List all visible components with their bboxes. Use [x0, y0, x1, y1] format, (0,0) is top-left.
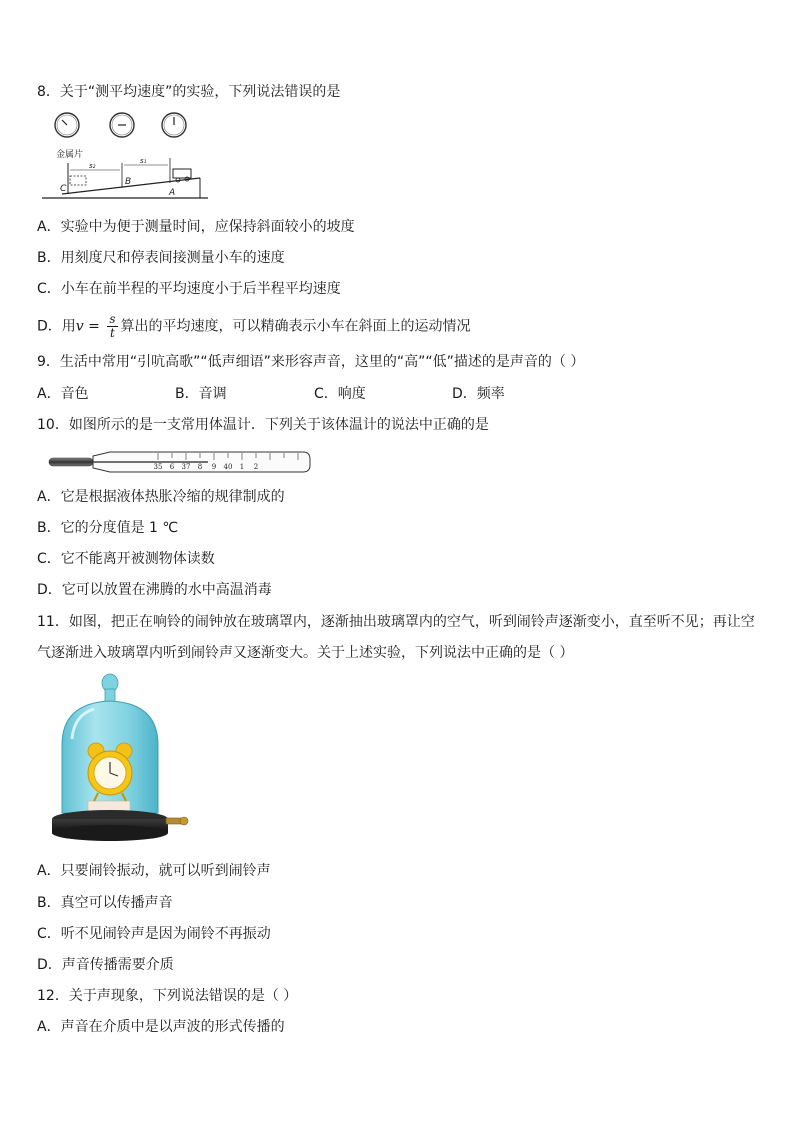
point-a-label: A [169, 188, 176, 198]
q8-option-b: B．用刻度尺和停表间接测量小车的速度 [37, 250, 285, 266]
point-b-label: B [125, 177, 132, 187]
clinical-thermometer-figure [48, 448, 316, 478]
q10-option-b: B．它的分度值是 1 ℃ [37, 520, 179, 536]
q8-option-d-suffix: 算出的平均速度，可以精确表示小车在斜面上的运动情况 [120, 318, 471, 335]
q8-option-d [37, 313, 471, 340]
q8-stem: 8．关于“测平均速度”的实验，下列说法错误的是 [37, 84, 341, 100]
scale-label: 8 [197, 463, 203, 471]
scale-label: 6 [169, 463, 175, 471]
scale-label: 40 [223, 463, 233, 471]
stopwatch-icon [55, 113, 79, 137]
point-c-label: C [60, 184, 67, 194]
q9-option-b: B．音调 [175, 386, 227, 402]
q10-stem: 10．如图所示的是一支常用体温计．下列关于该体温计的说法中正确的是 [37, 417, 489, 433]
scale-label: 37 [181, 463, 191, 471]
stopwatch-icon [162, 113, 186, 137]
q11-option-a: A．只要闹铃振动，就可以听到闹铃声 [37, 863, 271, 879]
q11-stem-line1: 11．如图，把正在响铃的闹钟放在玻璃罩内，逐渐抽出玻璃罩内的空气，听到闹铃声逐渐变小，直至听不见；再让空 [37, 614, 755, 630]
q9-stem: 9．生活中常用“引吭高歌”“低声细语”来形容声音，这里的“高”“低”描述的是声音的（ ） [37, 354, 585, 370]
formula-numerator: s [109, 312, 116, 326]
q11-option-d: D．声音传播需要介质 [37, 957, 174, 973]
q9-option-c: C．响度 [314, 386, 366, 402]
q12-stem: 12．关于声现象，下列说法错误的是（ ） [37, 988, 298, 1004]
q8-option-a: A．实验中为便于测量时间，应保持斜面较小的坡度 [37, 219, 355, 235]
bell-jar-alarm-clock-figure [48, 673, 192, 851]
q10-option-c: C．它不能离开被测物体读数 [37, 551, 215, 567]
scale-label: 9 [211, 463, 217, 471]
q8-incline-figure [40, 108, 210, 204]
q10-option-a: A．它是根据液体热胀冷缩的规律制成的 [37, 489, 285, 505]
q8-option-c: C．小车在前半程的平均速度小于后半程平均速度 [37, 281, 341, 297]
velocity-symbol: v [75, 318, 84, 335]
q8-option-d-prefix: D．用 [37, 318, 76, 335]
q11-option-b: B．真空可以传播声音 [37, 895, 173, 911]
s1-label: s₁ [140, 157, 147, 165]
q9-options [37, 385, 557, 403]
stopwatch-icon [110, 113, 134, 137]
metal-plate-label: 金属片 [56, 150, 84, 160]
q11-stem-line2: 气逐渐进入玻璃罩内听到闹铃声又逐渐变大。关于上述实验，下列说法中正确的是（ ） [37, 645, 574, 661]
q10-option-d: D．它可以放置在沸腾的水中高温消毒 [37, 582, 272, 598]
q12-option-a: A．声音在介质中是以声波的形式传播的 [37, 1019, 285, 1035]
scale-label: 35 [153, 463, 163, 471]
scale-label: 2 [253, 463, 259, 471]
equals-sign: = [83, 318, 105, 335]
speed-formula [107, 313, 117, 340]
q9-option-d: D．频率 [452, 386, 505, 402]
s2-label: s₂ [89, 162, 96, 170]
formula-denominator: t [110, 326, 115, 340]
scale-label: 1 [239, 463, 245, 471]
q9-option-a: A．音色 [37, 386, 89, 402]
q11-option-c: C．听不见闹铃声是因为闹铃不再振动 [37, 926, 271, 942]
